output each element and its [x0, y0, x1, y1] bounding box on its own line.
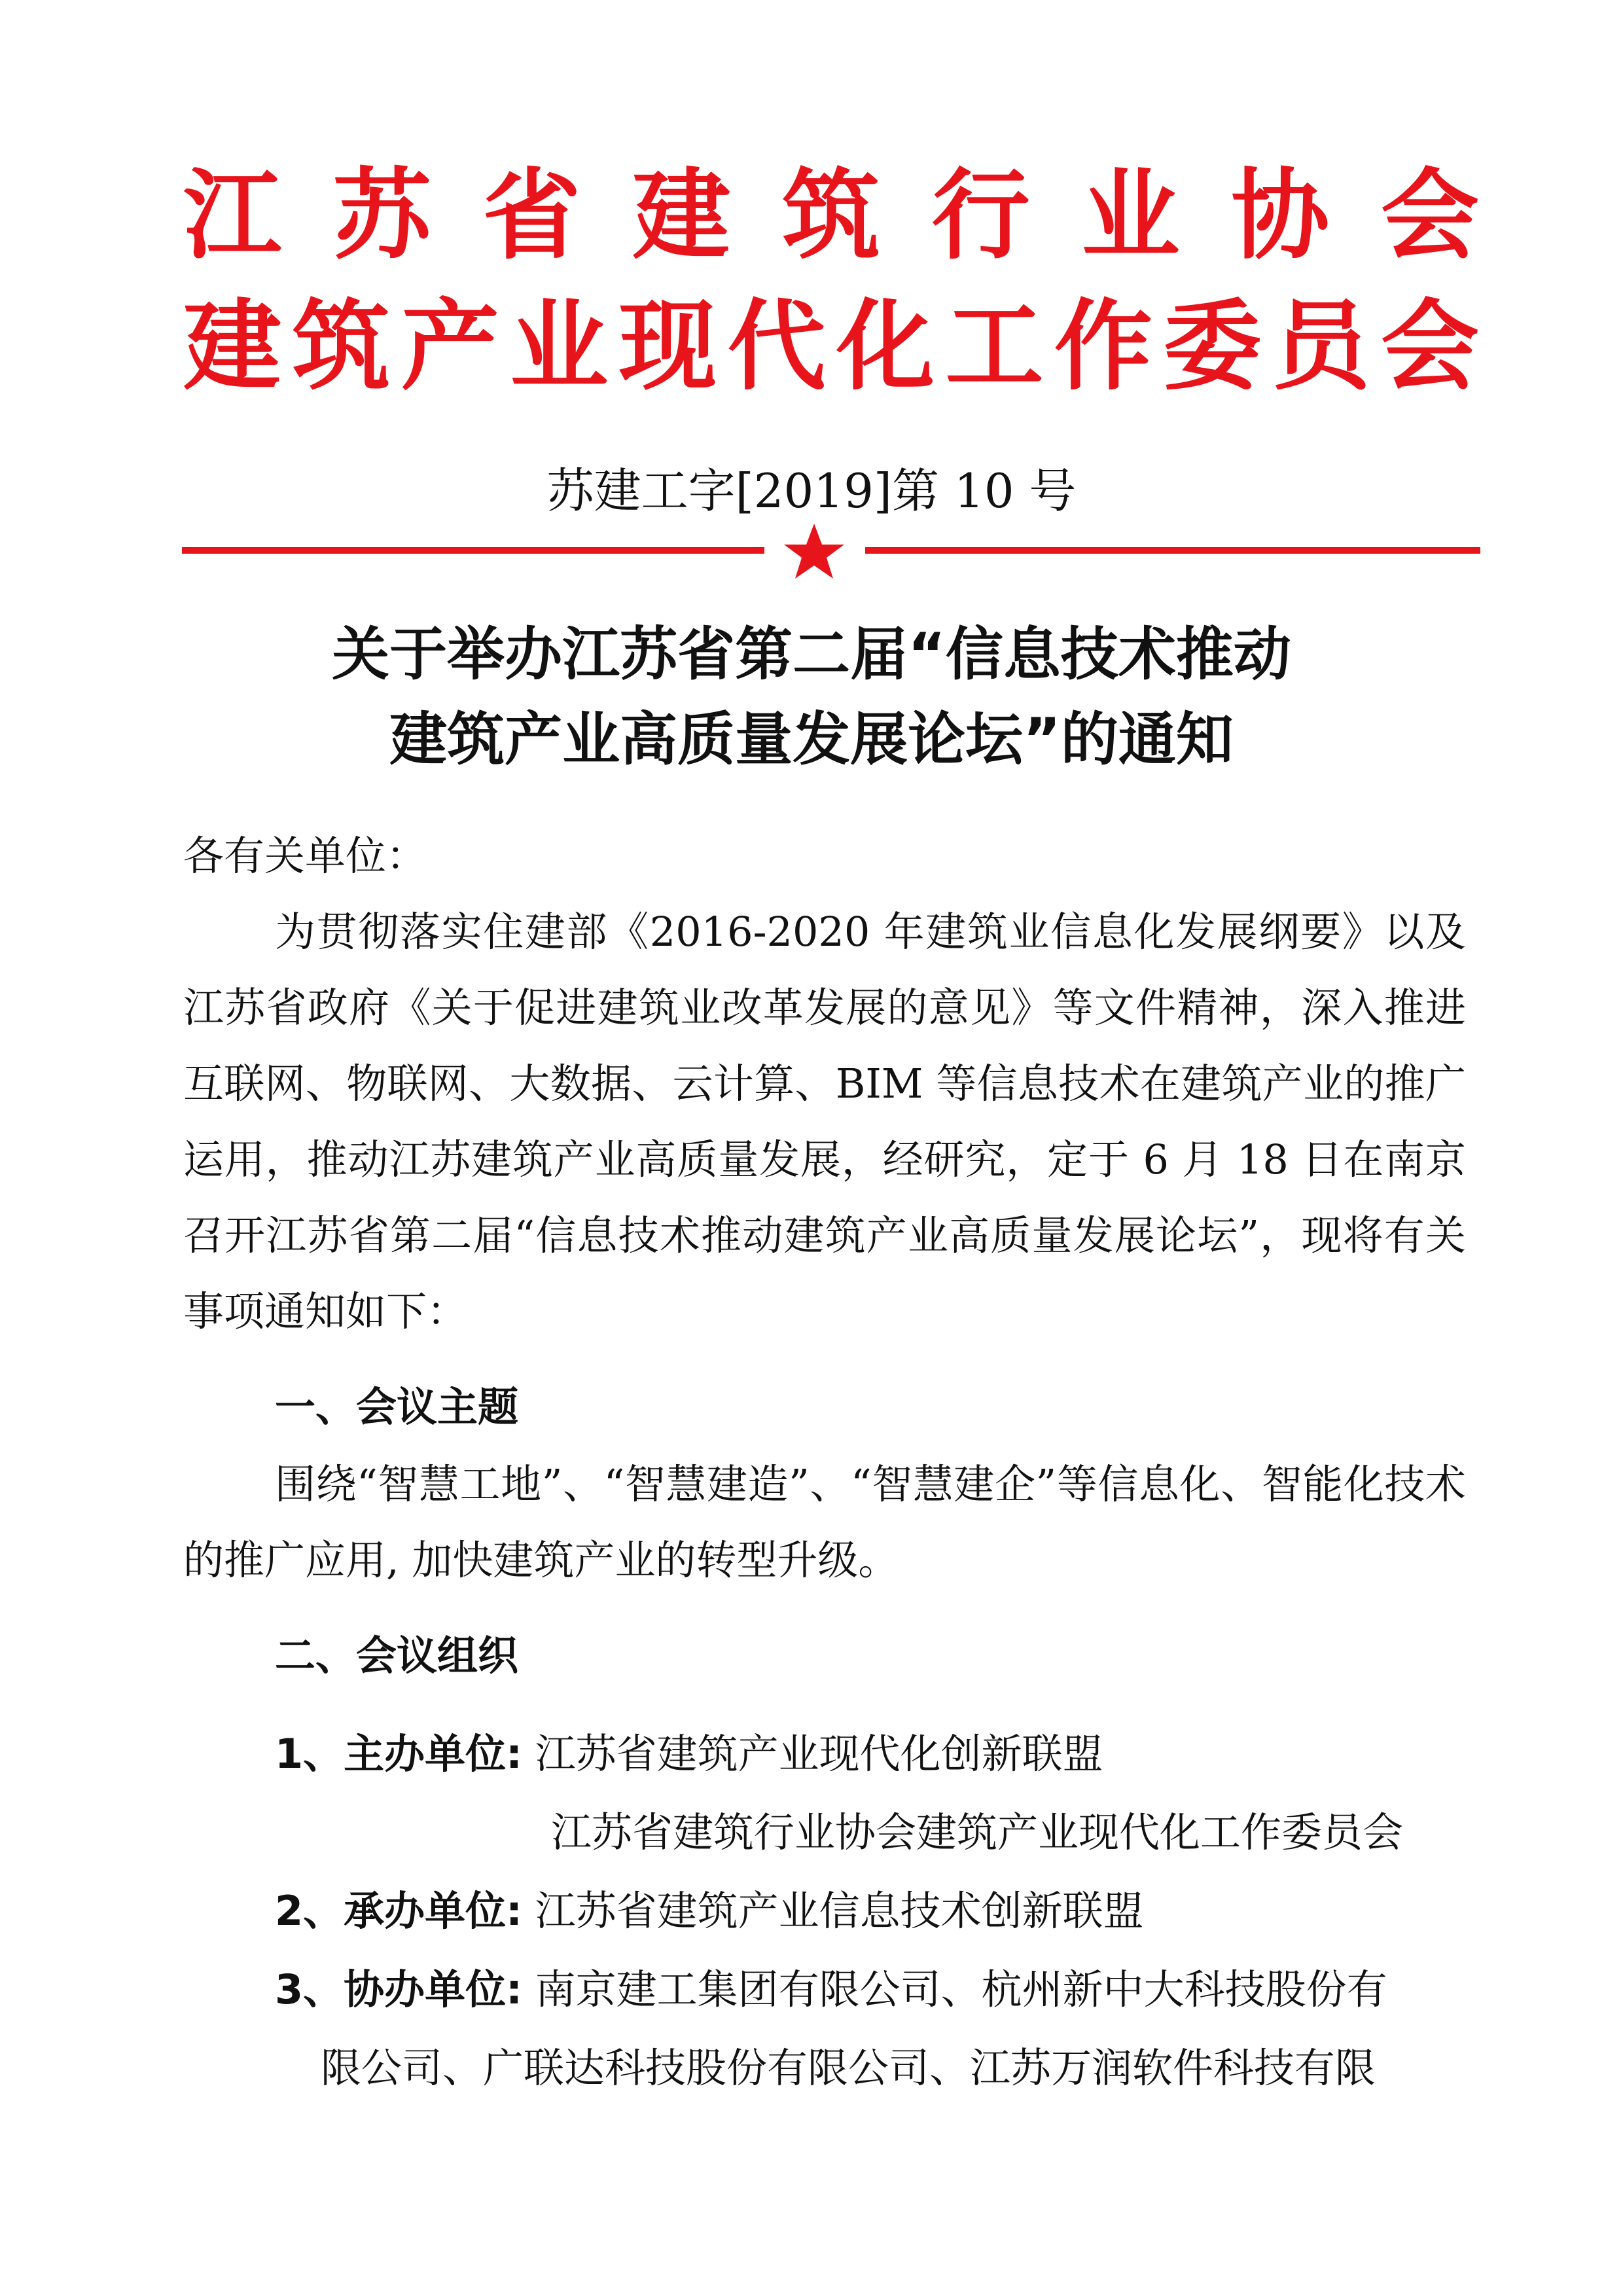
organizer-row-co-organizer [275, 1957, 1387, 2022]
notice-title-line-2: 建筑产业高质量发展论坛”的通知 [389, 706, 1234, 773]
section-heading-organization: 二、会议组织 [275, 1632, 519, 1679]
organizer-value: 南京建工集团有限公司、杭州新中大科技股份有 [535, 1965, 1387, 2013]
section-heading-theme: 一、会议主题 [275, 1383, 519, 1431]
organizer-label: 1、主办单位: [275, 1730, 522, 1778]
organizer-row-undertaker [275, 1878, 1144, 1944]
organizer-row-host-continued: 江苏省建筑行业协会建筑产业现代化工作委员会 [551, 1808, 1404, 1856]
organizer-row-host [275, 1721, 1103, 1787]
red-star-icon [775, 522, 853, 581]
red-divider-left [182, 547, 764, 554]
issuer-name-line-1: 江苏省建筑行业协会 [183, 159, 1479, 273]
red-divider-right [865, 547, 1480, 554]
intro-paragraph: 为贯彻落实住建部《2016-2020 年建筑业信息化发展纲要》以及江苏省政府《关于促进建筑业改革发展的意见》等文件精神，深入推进互联网、物联网、大数据、云计算、BIM 等信息技术在建筑产业的推广运用，推动江苏建筑产业高质量发展，经研究，定于 6 月 18 日在南京召开江苏省第二届“信息技术推动建筑产业高质量发展论坛”，现将有关事项通知如下： [183, 908, 1466, 1335]
organizer-value: 江苏省建筑产业现代化创新联盟 [535, 1730, 1103, 1778]
salutation: 各有关单位： [183, 832, 427, 880]
organizer-value: 江苏省建筑产业信息技术创新联盟 [535, 1887, 1144, 1935]
document-number: 苏建工字[2019]第 10 号 [546, 463, 1077, 518]
theme-paragraph: 围绕“智慧工地”、“智慧建造”、“智慧建企”等信息化、智能化技术的推广应用, 加快建筑产业的转型升级。 [183, 1460, 1466, 1584]
issuer-name-line-2: 建筑产业现代化工作委员会 [183, 290, 1479, 404]
organizer-row-co-organizer-continued: 限公司、广联达科技股份有限公司、江苏万润软件科技有限 [321, 2044, 1376, 2092]
organizer-label: 2、承办单位: [275, 1887, 522, 1935]
organizer-label: 3、协办单位: [275, 1965, 522, 2013]
notice-title-line-1: 关于举办江苏省第二届“信息技术推动 [332, 620, 1291, 688]
